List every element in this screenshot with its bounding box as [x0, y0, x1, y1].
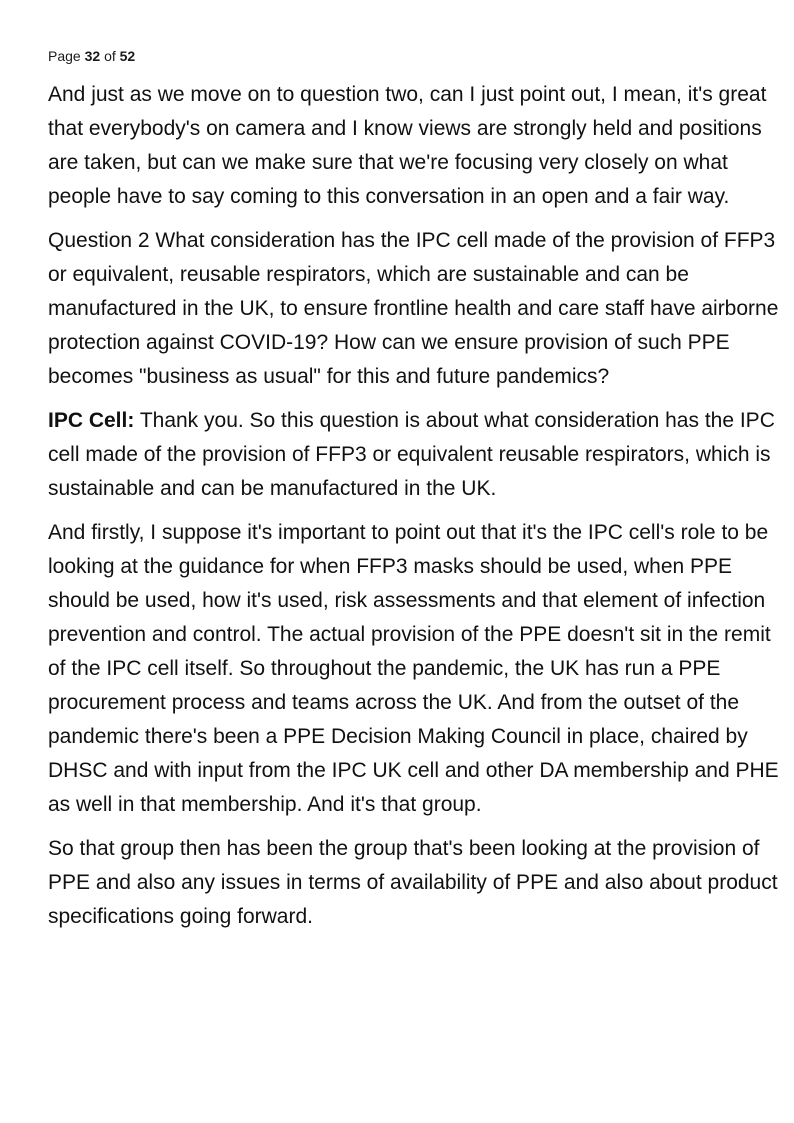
paragraph-moderator-note: And just as we move on to question two, can I just point out, I mean, it's great that everybody's on camera and I know views are strongly held and positions are taken, but can we make sure that we're focusing very closely on what people have to say coming to this conversation in an open and a fair way.	[48, 83, 767, 208]
page-total: 52	[119, 48, 136, 64]
page-number	[48, 46, 792, 66]
paragraph-ipc-role: And firstly, I suppose it's important to point out that it's the IPC cell's role to be looking at the guidance for when FFP3 masks should be used, when PPE should be used, how it's used, risk assessments and that element of infection prevention and control. The actual provision of the PPE doesn't sit in the remit of the IPC cell itself. So throughout the pandemic, the UK has run a PPE procurement process and teams across the UK. And from the outset of the pandemic there's been a PPE Decision Making Council in place, chaired by DHSC and with input from the IPC UK cell and other DA membership and PHE as well in that membership. And it's that group.	[48, 521, 779, 816]
answer-text: Thank you. So this question is about what consideration has the IPC cell made of the provision of FFP3 or equivalent reusable respirators, which is sustainable and can be manufactured in the UK.	[48, 409, 775, 500]
paragraph-ipc-cell-answer	[48, 404, 792, 506]
page-prefix: Page	[48, 48, 81, 64]
paragraph-question-2: Question 2 What consideration has the IPC cell made of the provision of FFP3 or equivalent, reusable respirators, which are sustainable and can be manufactured in the UK, to ensure frontline health and care staff have airborne protection against COVID-19? How can we ensure provision of such PPE becomes "business as usual" for this and future pandemics?	[48, 229, 779, 388]
paragraph-ppe-group: So that group then has been the group that's been looking at the provision of PPE and also any issues in terms of availability of PPE and also about product specifications going forward.	[48, 837, 778, 928]
document-page	[48, 46, 792, 944]
page-current: 32	[84, 48, 101, 64]
page-of: of	[104, 48, 116, 64]
speaker-label: IPC Cell:	[48, 409, 135, 432]
